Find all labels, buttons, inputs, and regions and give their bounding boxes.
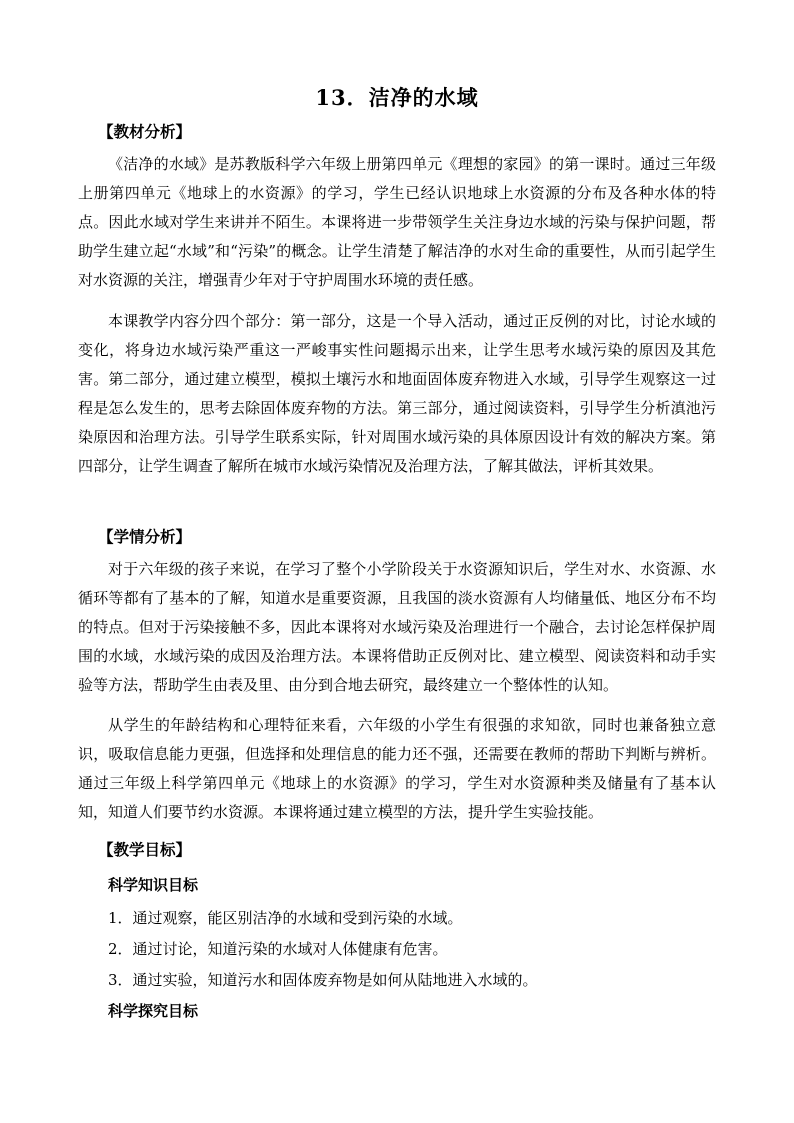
- knowledge-goals-subheading: 科学知识目标: [108, 876, 199, 894]
- knowledge-goal-item-2: 2．通过讨论，知道污染的水域对人体健康有危害。: [108, 940, 448, 958]
- knowledge-goal-item-1: 1．通过观察，能区别洁净的水域和受到污染的水域。: [108, 909, 463, 927]
- document-title: 13．洁净的水域: [315, 85, 479, 110]
- student-analysis-paragraph-2: 从学生的年龄结构和心理特征来看，六年级的小学生有很强的求知欲，同时也兼备独立意识，吸取信息能力更强，但选择和处理信息的能力还不强，还需要在教师的帮助下判断与辨析。通过三年级上科学第四单元《地球上的水资源》的学习，学生对水资源种类及储量有了基本认知，知道人们要节约水资源。本课将通过建立模型的方法，提升学生实验技能。: [78, 716, 716, 821]
- section-heading-teaching-goals: 【教学目标】: [98, 840, 192, 859]
- knowledge-goal-item-3: 3．通过实验，知道污水和固体废弃物是如何从陆地进入水域的。: [108, 971, 538, 989]
- student-analysis-paragraph-1: 对于六年级的孩子来说，在学习了整个小学阶段关于水资源知识后，学生对水、水资源、水循环等都有了基本的了解，知道水是重要资源，且我国的淡水资源有人均储量低、地区分布不均的特点。但对于污染接触不多，因此本课将对水域污染及治理进行一个融合，去讨论怎样保护周围的水域，水域污染的成因及治理方法。本课将借助正反例对比、建立模型、阅读资料和动手实验等方法，帮助学生由表及里、由分到合地去研究，最终建立一个整体性的认知。: [78, 560, 716, 694]
- material-analysis-paragraph-2: 本课教学内容分四个部分：第一部分，这是一个导入活动，通过正反例的对比，讨论水域的变化，将身边水域污染严重这一严峻事实性问题揭示出来，让学生思考水域污染的原因及其危害。第二部分，通过建立模型，模拟土壤污水和地面固体废弃物进入水域，引导学生观察这一过程是怎么发生的，思考去除固体废弃物的方法。第三部分，通过阅读资料，引导学生分析滇池污染原因和治理方法。引导学生联系实际，针对周围水域污染的具体原因设计有效的解决方案。第四部分，让学生调查了解所在城市水域污染情况及治理方法，了解其做法，评析其效果。: [78, 312, 716, 475]
- section-heading-student-analysis: 【学情分析】: [98, 527, 192, 546]
- material-analysis-paragraph-1: 《洁净的水域》是苏教版科学六年级上册第四单元《理想的家园》的第一课时。通过三年级上册第四单元《地球上的水资源》的学习，学生已经认识地球上水资源的分布及各种水体的特点。因此水域对学生来讲并不陌生。本课将进一步带领学生关注身边水域的污染与保护问题，帮助学生建立起“水域”和“污染”的概念。让学生清楚了解洁净的水对生命的重要性，从而引起学生对水资源的关注，增强青少年对于守护周围水环境的责任感。: [78, 155, 716, 289]
- inquiry-goals-subheading: 科学探究目标: [108, 1002, 199, 1020]
- section-heading-material-analysis: 【教材分析】: [98, 122, 192, 141]
